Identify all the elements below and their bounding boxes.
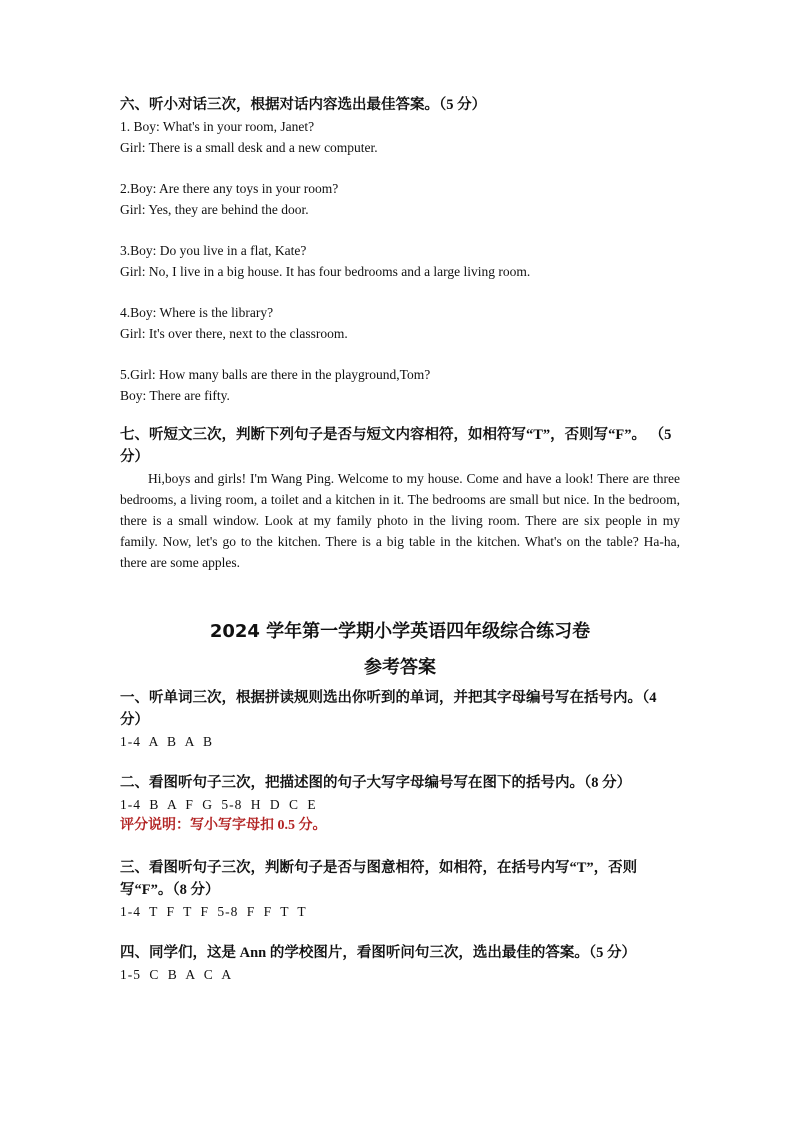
answer-key-subtitle: 参考答案 <box>364 657 436 677</box>
dialog-2-line-2: Girl: Yes, they are behind the door. <box>120 202 309 217</box>
q3-heading: 三、看图听句子三次，判断句子是否与图意相符，如相符，在括号内写“T”，否则写“F”。（8 分） <box>120 860 638 898</box>
q1-heading: 一、听单词三次，根据拼读规则选出你听到的单词，并把其字母编号写在括号内。（4 分） <box>120 690 657 728</box>
dialog-4-line-1: 4.Boy: Where is the library? <box>120 305 274 320</box>
dialog-4-line-2: Girl: It's over there, next to the classroom. <box>120 326 348 341</box>
q2-scoring-note: 评分说明：写小写字母扣 0.5 分。 <box>120 818 327 833</box>
dialog-1-line-1: 1. Boy: What's in your room, Janet? <box>120 119 315 134</box>
dialog-5-line-2: Boy: There are fifty. <box>120 388 230 403</box>
section7-passage: Hi,boys and girls! I'm Wang Ping. Welcome to my house. Come and have a look! There are three bedrooms, a living room, a toilet and a kitchen in it. The bedrooms are small but nice. In the bedroom, there is a small window. Look at my family photo in the living room. There are six people in my family. Now, let's go to the kitchen. There is a big table in the kitchen. What's on the table? Ha-ha, there are some apples. <box>120 471 680 570</box>
section7-heading: 七、听短文三次，判断下列句子是否与短文内容相符，如相符写“T”，否则写“F”。 （5 分） <box>120 427 672 465</box>
q4-heading: 四、同学们，这是 Ann 的学校图片，看图听问句三次，选出最佳的答案。（5 分） <box>120 945 636 961</box>
dialog-2-line-1: 2.Boy: Are there any toys in your room? <box>120 181 339 196</box>
dialog-5-line-1: 5.Girl: How many balls are there in the playground,Tom? <box>120 367 431 382</box>
dialog-3-line-2: Girl: No, I live in a big house. It has four bedrooms and a large living room. <box>120 264 531 279</box>
q2-heading: 二、看图听句子三次，把描述图的句子大写字母编号写在图下的括号内。（8 分） <box>120 775 632 791</box>
q2-answer: 1-4 B A F G 5-8 H D C E <box>120 797 317 812</box>
answer-key-title: 2024 学年第一学期小学英语四年级综合练习卷 <box>209 621 591 642</box>
dialog-1-line-2: Girl: There is a small desk and a new computer. <box>120 140 378 155</box>
q3-answer: 1-4 T F T F 5-8 F F T T <box>120 904 307 919</box>
q4-answer: 1-5 C B A C A <box>120 967 233 982</box>
dialog-3-line-1: 3.Boy: Do you live in a flat, Kate? <box>120 243 307 258</box>
q1-answer: 1-4 A B A B <box>120 734 214 749</box>
section6-heading: 六、听小对话三次，根据对话内容选出最佳答案。（5 分） <box>120 97 487 113</box>
document-page <box>120 94 680 985</box>
